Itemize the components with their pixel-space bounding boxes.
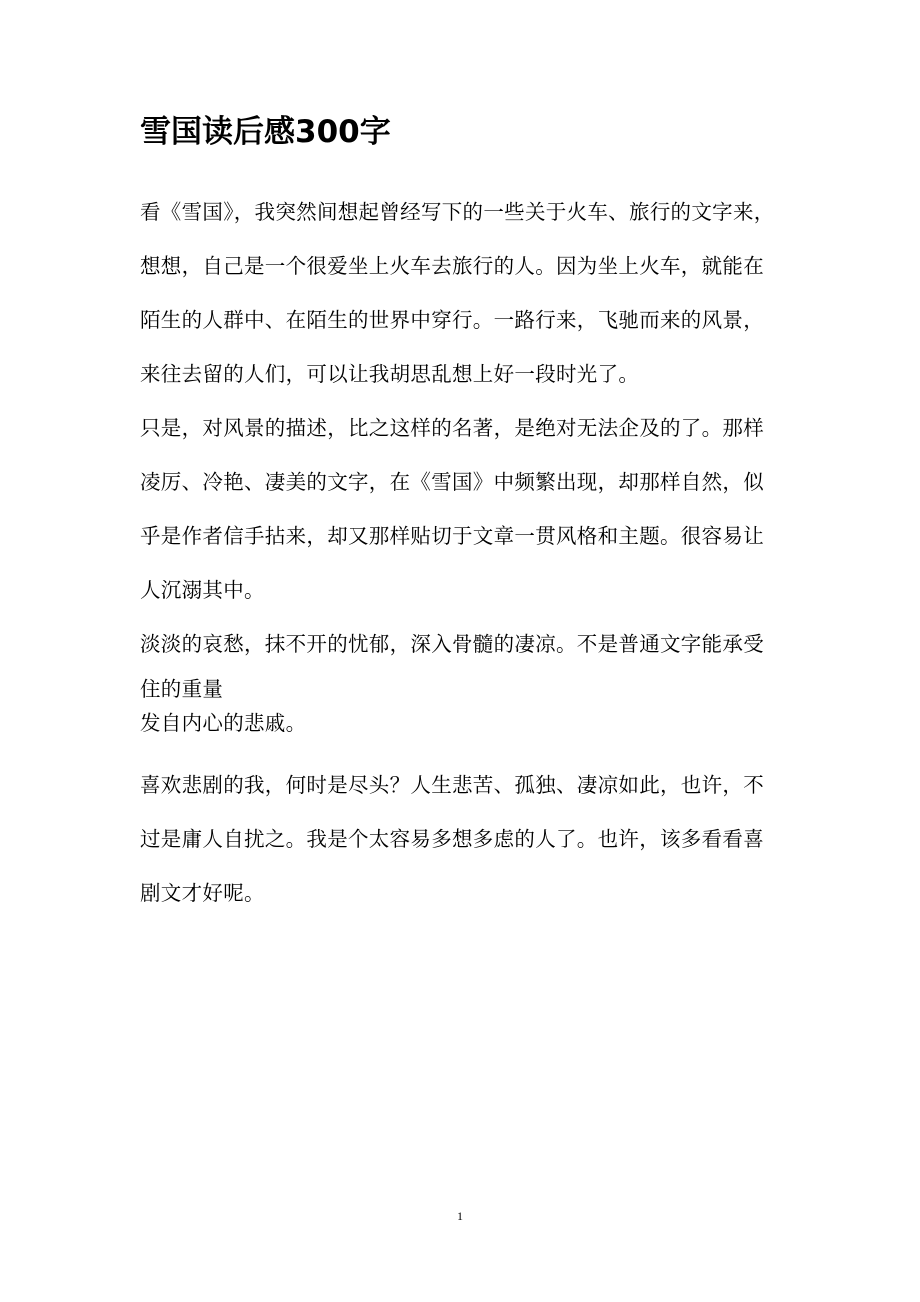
- document-title: 雪国读后感300字: [140, 114, 391, 150]
- document-body: [140, 185, 790, 920]
- body-line: 发自内心的悲戚。: [140, 711, 307, 735]
- page-number: 1: [457, 1209, 463, 1223]
- body-line: 看《雪国》，我突然间想起曾经写下的一些关于火车、旅行的文字来，: [140, 200, 775, 224]
- body-line: 住的重量: [140, 677, 224, 701]
- body-line: 过是庸人自扰之。我是个太容易多想多虑的人了。也许，该多看看喜: [140, 827, 764, 851]
- body-line: 剧文才好呢。: [140, 881, 265, 905]
- body-line: 凌厉、冷艳、凄美的文字，在《雪国》中频繁出现，却那样自然，似: [140, 470, 764, 494]
- body-line: 人沉溺其中。: [140, 578, 265, 602]
- body-line: 陌生的人群中、在陌生的世界中穿行。一路行来，飞驰而来的风景，: [140, 308, 764, 332]
- body-line: 来往去留的人们，可以让我胡思乱想上好一段时光了。: [140, 362, 640, 386]
- body-line: 只是，对风景的描述，比之这样的名著，是绝对无法企及的了。那样: [140, 416, 764, 440]
- body-line: 喜欢悲剧的我，何时是尽头？人生悲苦、孤独、凄凉如此，也许，不: [140, 773, 764, 797]
- body-line: 想想，自己是一个很爱坐上火车去旅行的人。因为坐上火车，就能在: [140, 254, 764, 278]
- body-line: 淡淡的哀愁，抹不开的忧郁，深入骨髓的凄凉。不是普通文字能承受: [140, 632, 764, 656]
- body-line: 乎是作者信手拈来，却又那样贴切于文章一贯风格和主题。很容易让: [140, 524, 764, 548]
